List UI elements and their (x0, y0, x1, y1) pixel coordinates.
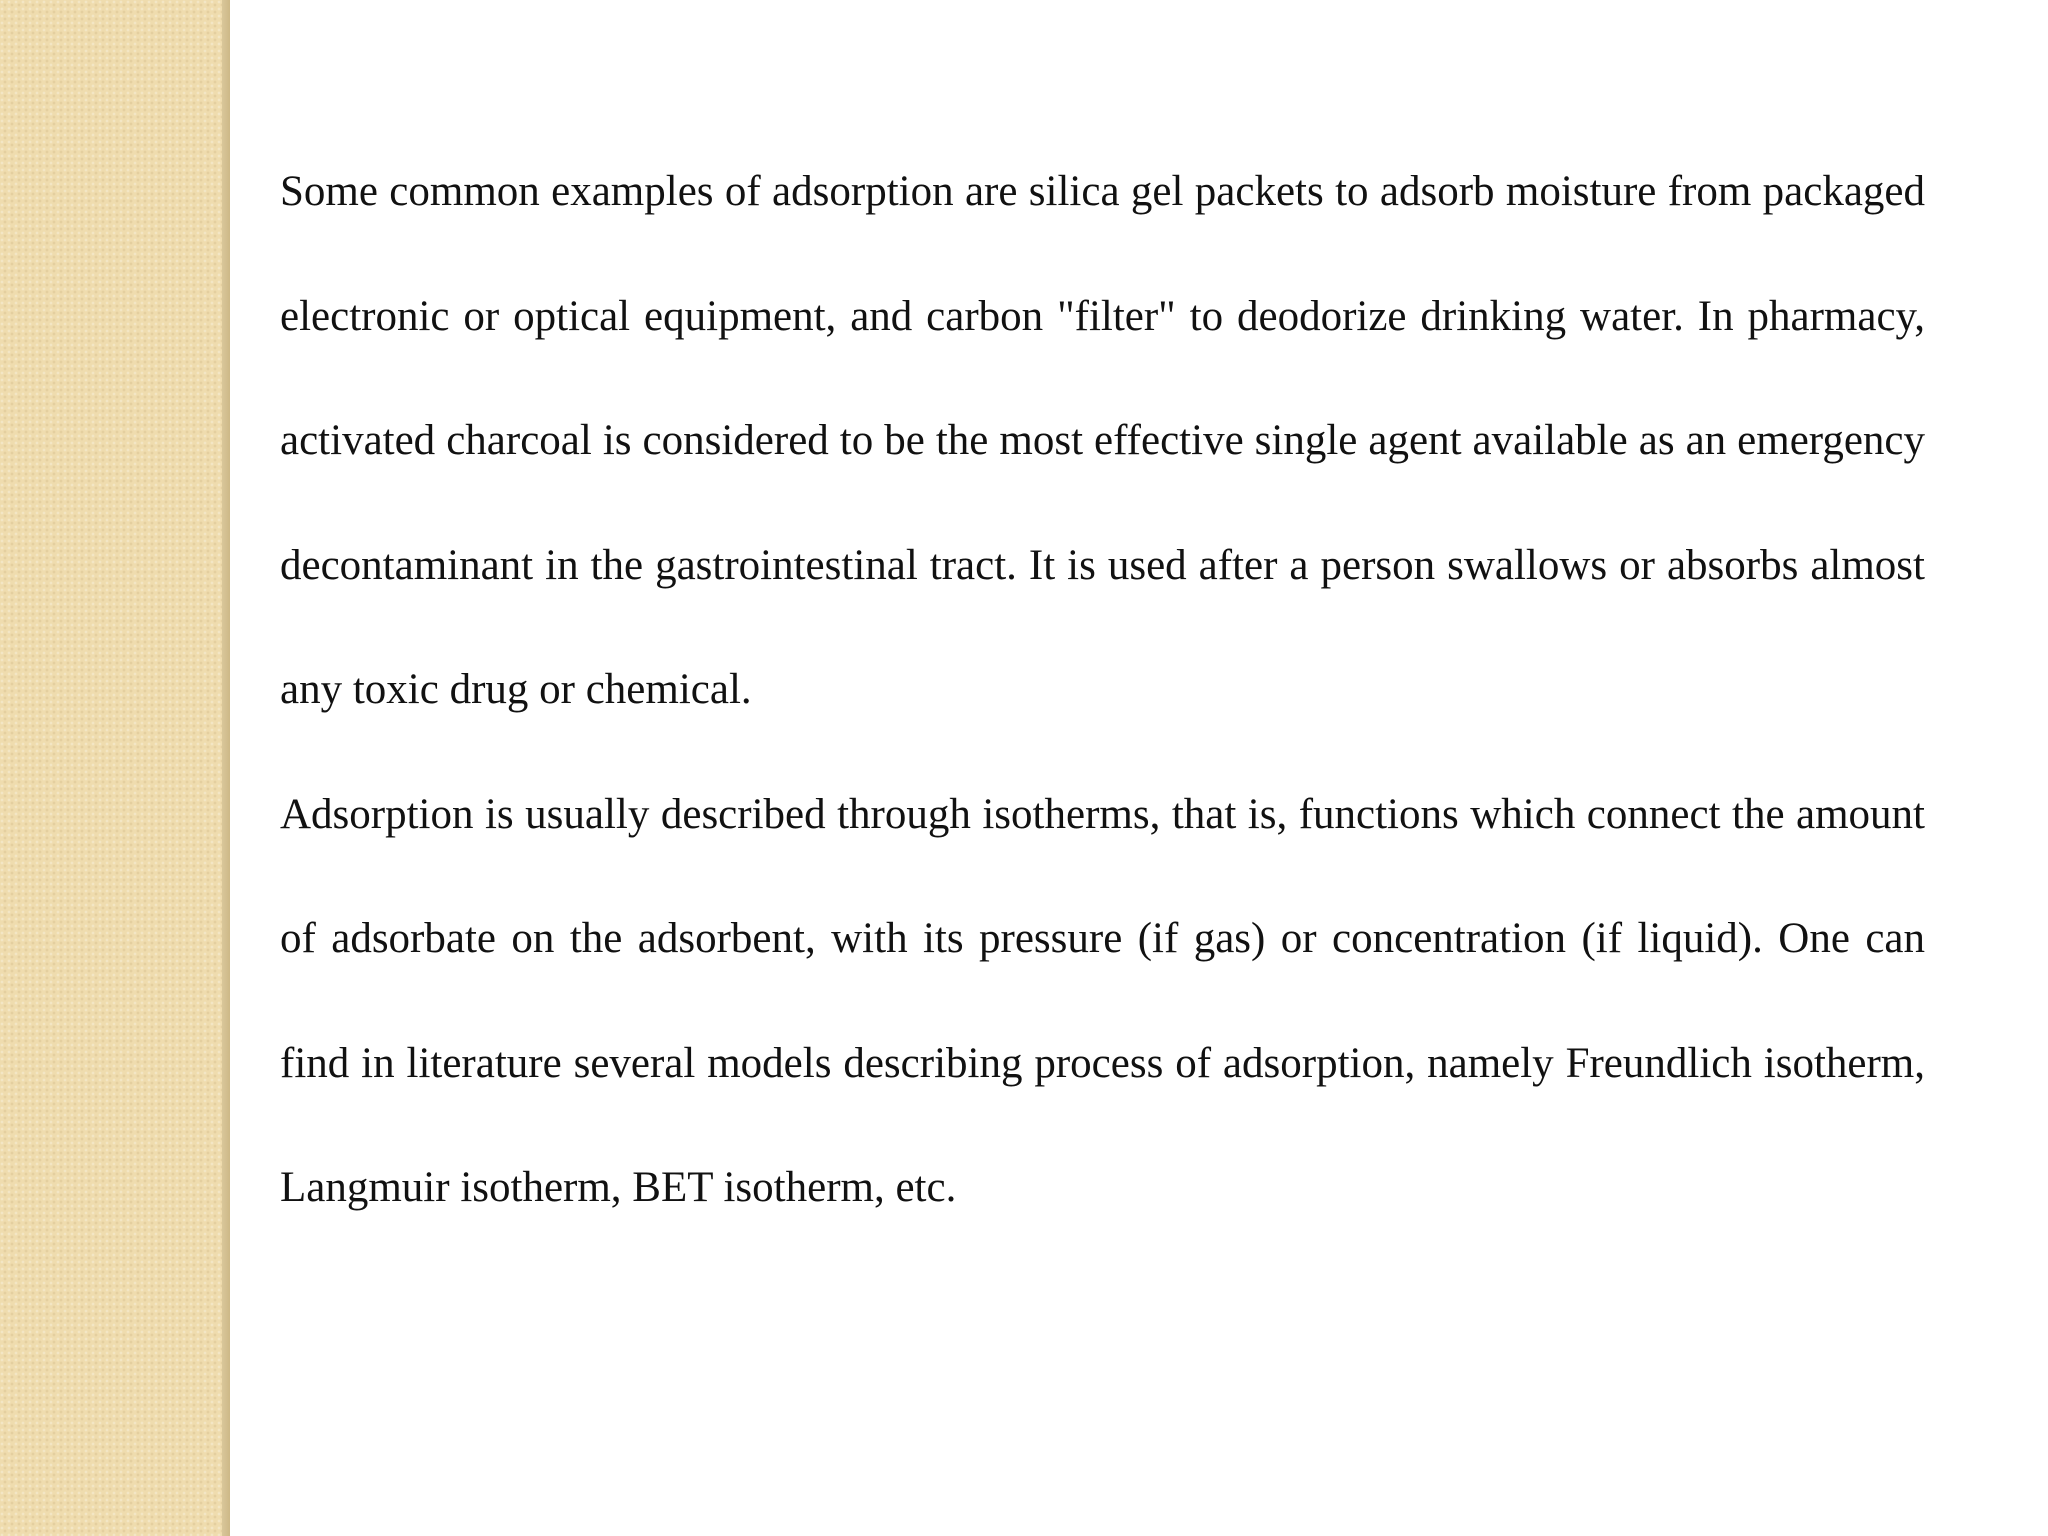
slide-body (280, 130, 1925, 1251)
side-panel-border (222, 0, 230, 1536)
decorative-side-panel (0, 0, 222, 1536)
paragraph-adsorption-examples: Some common examples of adsorption are silica gel packets to adsorb moisture from packaged electronic or optical equipment, and carbon "filter" to deodorize drinking water. In pharmacy, activated charcoal is considered to be the most effective single agent available as an emergency decontaminant in the gastrointestinal tract. It is used after a person swallows or absorbs almost any toxic drug or chemical. (280, 168, 1925, 713)
paragraph-adsorption-isotherms: Adsorption is usually described through isotherms, that is, functions which connect the amount of adsorbate on the adsorbent, with its pressure (if gas) or concentration (if liquid). One can find in literature several models describing process of adsorption, namely Freundlich isotherm, Langmuir isotherm, BET isotherm, etc. (280, 790, 1925, 1211)
